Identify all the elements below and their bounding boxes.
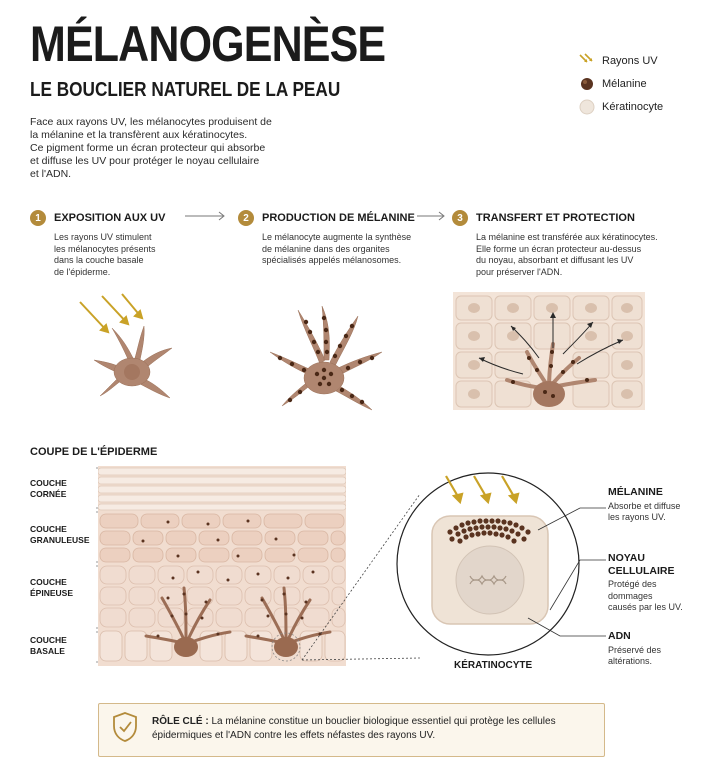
melanin-dot-icon — [578, 75, 596, 93]
annotation-melanin — [608, 486, 702, 524]
step-title: TRANSFERT ET PROTECTION — [476, 212, 635, 224]
step-2 — [238, 208, 438, 267]
layer-label-epineuse: COUCHE ÉPINEUSE — [30, 577, 73, 598]
legend-item-melanin — [578, 73, 698, 95]
layer-label-basale: COUCHE BASALE — [30, 635, 67, 656]
annotation-title: NOYAU CELLULAIRE — [608, 552, 675, 577]
legend-label: Mélanine — [602, 78, 647, 90]
step-number: 2 — [238, 210, 254, 226]
key-role-body: La mélanine constitue un bouclier biologique essentiel qui protège les cellules épidermiques et l'ADN contre les effets néfastes des rayons UV. — [152, 716, 556, 741]
annotation-dna — [608, 630, 702, 668]
legend-item-keratinocyte — [578, 96, 698, 118]
legend-label: Rayons UV — [602, 55, 658, 67]
melanocyte-production-illustration — [262, 296, 392, 416]
layer-label-cornee: COUCHE CORNÉE — [30, 478, 67, 499]
shield-check-icon — [112, 711, 138, 743]
step-number: 3 — [452, 210, 468, 226]
annotation-leaders — [520, 490, 610, 670]
annotation-title: ADN — [608, 630, 631, 642]
page-title: MÉLANOGENÈSE — [30, 16, 386, 72]
uv-rays-icon — [578, 52, 596, 70]
legend — [578, 50, 698, 119]
intro-text: Face aux rayons UV, les mélanocytes produisent de la mélanine et la transfèrent aux kératinocytes. Ce pigment forme un écran protecteur qui absorbe et diffuse les UV pour protéger le noyau cellulaire et l'ADN. — [30, 116, 272, 180]
step-description: Les rayons UV stimulent les mélanocytes présents dans la couche basale de l'épiderme. — [54, 232, 156, 277]
step-title: EXPOSITION AUX UV — [54, 212, 166, 224]
page-subtitle: LE BOUCLIER NATUREL DE LA PEAU — [30, 79, 341, 101]
step-title: PRODUCTION DE MÉLANINE — [262, 212, 415, 224]
annotation-description: Protégé des dommages causés par les UV. — [608, 579, 683, 612]
arrow-right-icon — [183, 210, 228, 222]
annotation-title: MÉLANINE — [608, 486, 663, 498]
section-title: COUPE DE L'ÉPIDERME — [30, 446, 158, 458]
legend-label: Kératinocyte — [602, 101, 664, 113]
arrow-right-icon — [415, 210, 447, 222]
keratinocyte-transfer-illustration — [453, 292, 645, 410]
step-description: La mélanine est transférée aux kératinocytes. Elle forme un écran protecteur au-dessus du noyau, absorbant et diffusant les UV pour préserver l'ADN. — [476, 232, 658, 277]
key-role-text — [152, 715, 592, 743]
zoom-caption: KÉRATINOCYTE — [454, 660, 533, 671]
melanocyte-uv-illustration — [70, 292, 190, 412]
annotation-nucleus — [608, 552, 702, 614]
annotation-description: Préservé des altérations. — [608, 644, 662, 666]
step-number: 1 — [30, 210, 46, 226]
layer-label-granuleuse: COUCHE GRANULEUSE — [30, 524, 90, 545]
legend-item-uv — [578, 50, 698, 72]
keratinocyte-dot-icon — [578, 98, 596, 116]
step-3 — [452, 208, 697, 278]
step-description: Le mélanocyte augmente la synthèse de mélanine dans des organites spécialisés appelés mélanosomes. — [262, 232, 412, 265]
key-role-label: RÔLE CLÉ : — [152, 716, 209, 727]
annotation-description: Absorbe et diffuse les rayons UV. — [608, 500, 681, 522]
